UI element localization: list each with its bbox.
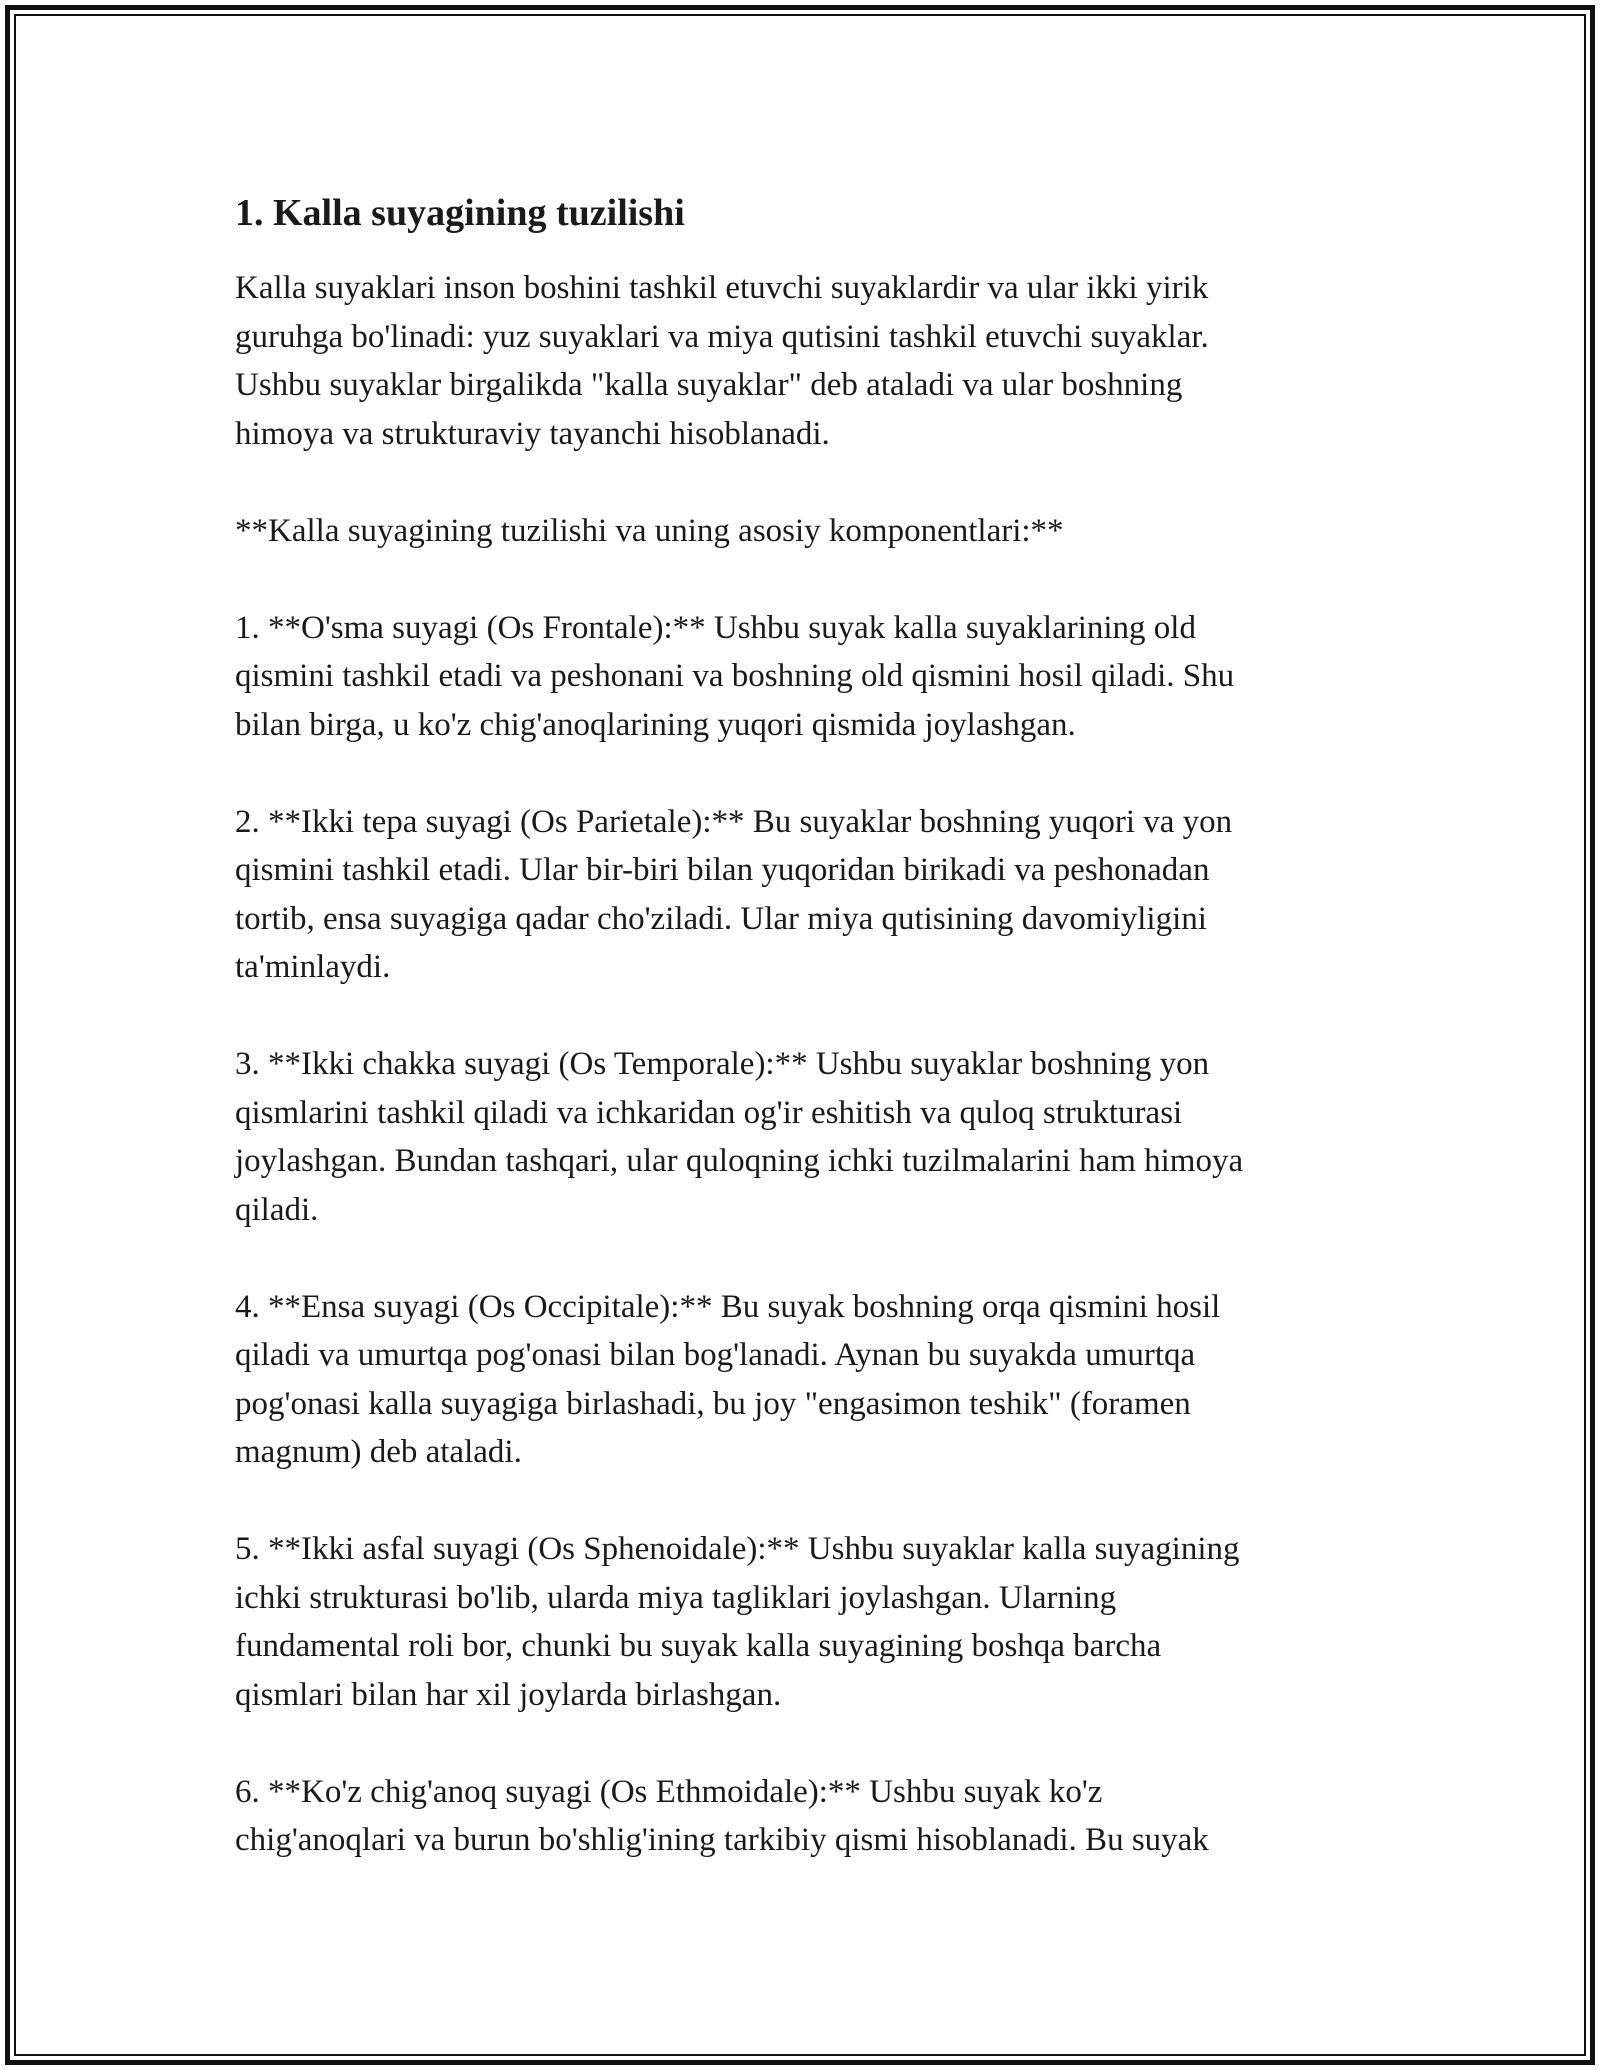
list-item-ethmoidale: 6. **Ko'z chig'anoq suyagi (Os Ethmoidale):** Ushbu suyak ko'z chig'anoqlari va burun bo'shlig'ining tarkibiy qismi hisoblanadi. Bu suyak: [235, 1773, 1209, 1858]
list-item-frontale: 1. **O'sma suyagi (Os Frontale):** Ushbu suyak kalla suyaklarining old qismini tashkil etadi va peshonani va boshning old qismini hosil qiladi. Shu bilan birga, u ko'z chig'anoqlarining yuqori qismida joylashgan.: [235, 609, 1235, 743]
components-heading: **Kalla suyagining tuzilishi va uning asosiy komponentlari:**: [235, 512, 1064, 549]
document-title: 1. Kalla suyagining tuzilishi: [235, 192, 685, 234]
list-item-sphenoidale: 5. **Ikki asfal suyagi (Os Sphenoidale):** Ushbu suyaklar kalla suyagining ichki strukturasi bo'lib, ularda miya tagliklari joylashgan. Ularning fundamental roli bor, chunki bu suyak kalla suyagining boshqa barcha qismlari bilan har xil joylarda birlashgan.: [235, 1531, 1240, 1713]
list-item-occipitale: 4. **Ensa suyagi (Os Occipitale):** Bu suyak boshning orqa qismini hosil qiladi va umurtqa pog'onasi bilan bog'lanadi. Aynan bu suyakda umurtqa pog'onasi kalla suyagiga birlashadi, bu joy "engasimon teshik" (foramen magnum) deb ataladi.: [235, 1288, 1221, 1470]
list-item-parietale: 2. **Ikki tepa suyagi (Os Parietale):** Bu suyaklar boshning yuqori va yon qismini tashkil etadi. Ular bir-biri bilan yuqoridan birikadi va peshonadan tortib, ensa suyagiga qadar cho'ziladi. Ular miya qutisining davomiyligini ta'minlaydi.: [235, 803, 1233, 985]
intro-paragraph: Kalla suyaklari inson boshini tashkil etuvchi suyaklardir va ular ikki yirik guruhga bo'linadi: yuz suyaklari va miya qutisini tashkil etuvchi suyaklar. Ushbu suyaklar birgalikda "kalla suyaklar" deb ataladi va ular boshning himoya va strukturaviy tayanchi hisoblanadi.: [235, 270, 1209, 452]
list-item-temporale: 3. **Ikki chakka suyagi (Os Temporale):** Ushbu suyaklar boshning yon qismlarini tashkil qiladi va ichkaridan og'ir eshitish va quloq strukturasi joylashgan. Bundan tashqari, ular quloqning ichki tuzilmalarini ham himoya qiladi.: [235, 1046, 1244, 1228]
document-body: [235, 188, 1365, 1913]
